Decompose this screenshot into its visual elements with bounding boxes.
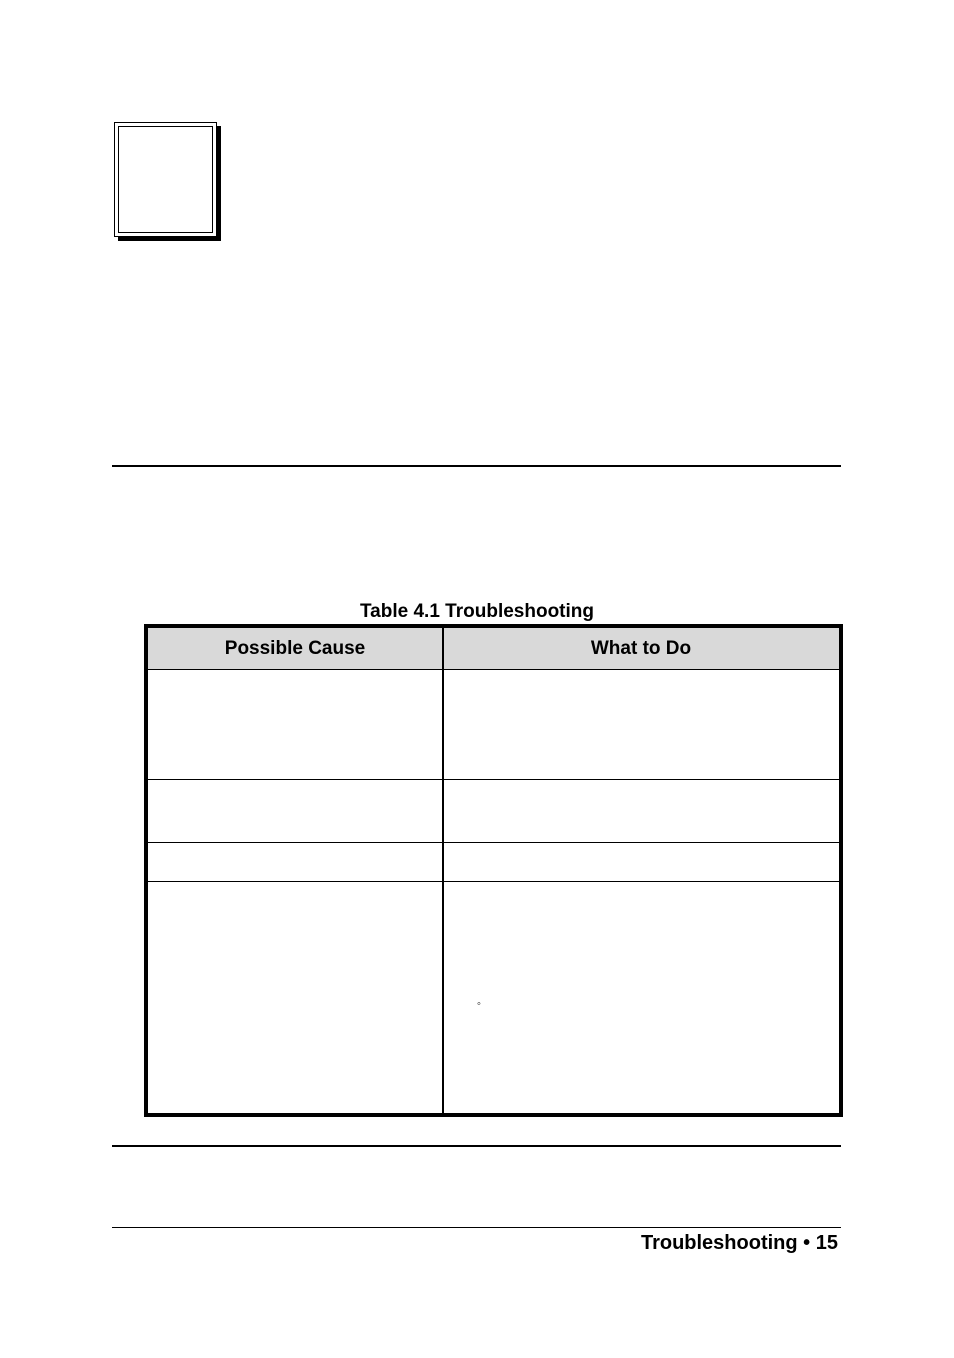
table-cell-action — [443, 882, 839, 1113]
table-cell-action — [443, 670, 839, 779]
table-row — [148, 670, 839, 780]
troubleshooting-table — [144, 624, 843, 1117]
table-row — [148, 882, 839, 1113]
footer-section-title: Troubleshooting — [640, 1232, 798, 1254]
header-possible-cause: Possible Cause — [224, 637, 366, 659]
table-column-divider — [442, 628, 444, 1113]
table-cell-cause — [148, 780, 442, 842]
header-what-to-do: What to Do — [590, 637, 692, 659]
table-cell-cause — [148, 670, 442, 779]
page-number: 15 — [815, 1232, 838, 1254]
table-row — [148, 780, 839, 843]
table-caption: Table 4.1 Troubleshooting — [359, 601, 594, 622]
table-cell-action — [443, 843, 839, 881]
table-cell-cause — [148, 843, 442, 881]
chapter-number-box — [114, 122, 217, 237]
section-bottom-rule — [112, 1145, 841, 1147]
section-top-rule — [112, 465, 841, 467]
list-bullet-icon: ◦ — [477, 998, 481, 1010]
footer-separator: • — [803, 1232, 811, 1254]
table-cell-action — [443, 780, 839, 842]
footer-rule — [112, 1227, 841, 1228]
table-row — [148, 843, 839, 882]
table-header-row — [148, 628, 839, 670]
chapter-number-box-inner — [118, 126, 213, 233]
table-cell-cause — [148, 882, 442, 1113]
page-footer — [641, 1232, 838, 1255]
